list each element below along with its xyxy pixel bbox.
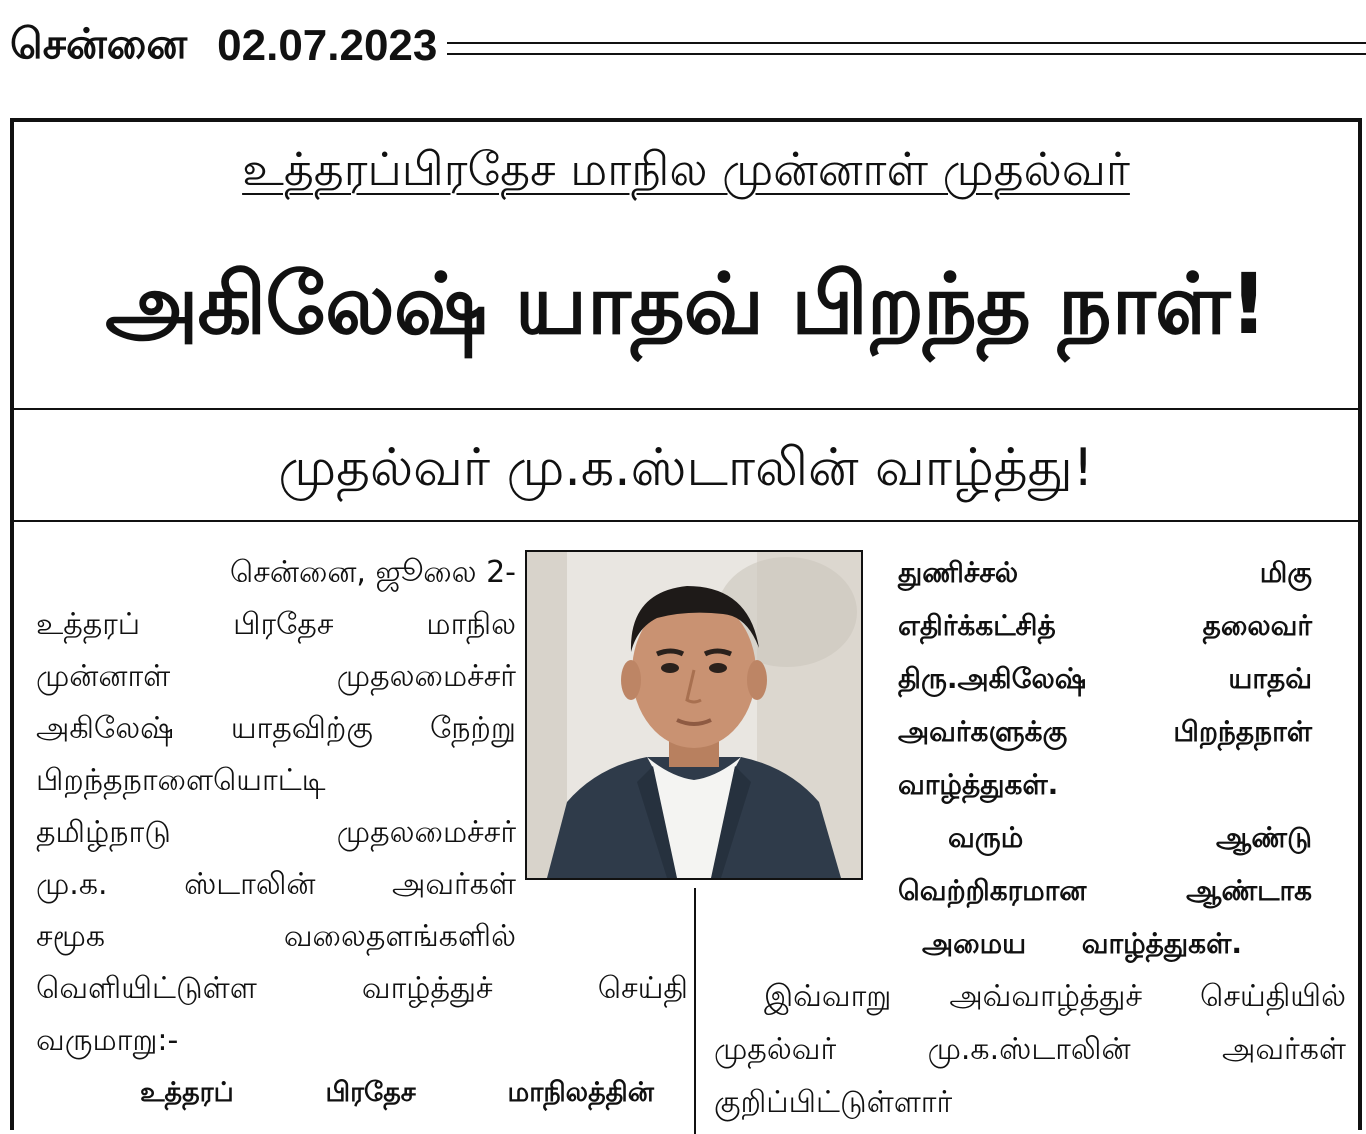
- dateline: [10, 14, 1366, 78]
- right-line: துணிச்சல் மிகு: [898, 556, 1312, 589]
- left-wide-line: வெளியிட்டுள்ள வாழ்த்துச் செய்தி: [36, 971, 688, 1006]
- left-line: மு.க. ஸ்டாலின் அவர்கள்: [36, 867, 516, 902]
- right-wide-line: இவ்வாறு அவ்வாழ்த்துச் செய்தியில்: [764, 979, 1346, 1014]
- right-wide-line: முதல்வர் மு.க.ஸ்டாலின் அவர்கள்: [714, 1032, 1346, 1067]
- left-wide-line: உத்தரப் பிரதேச மாநிலத்தின்: [140, 1077, 654, 1108]
- divider-under-subhead: [14, 520, 1358, 522]
- column-divider: [694, 888, 696, 1134]
- divider-under-headline: [14, 408, 1358, 410]
- left-wide-line: வருமாறு:-: [36, 1023, 179, 1058]
- dateline-city: சென்னை: [10, 18, 188, 68]
- portrait-photo: [525, 550, 863, 880]
- dateline-date: 02.07.2023: [217, 21, 438, 70]
- right-line: வரும் ஆண்டு: [948, 821, 1312, 854]
- right-line: வாழ்த்துகள்.: [898, 768, 1059, 801]
- left-line: சமூக வலைதளங்களில்: [36, 919, 516, 954]
- right-line: அவர்களுக்கு பிறந்தநாள்: [898, 715, 1312, 748]
- left-line: சென்னை, ஜூலை 2-: [229, 555, 516, 590]
- headline-kicker: [14, 142, 1358, 203]
- portrait-image: [527, 552, 861, 878]
- left-line: பிறந்தநாளையொட்டி: [36, 763, 326, 798]
- left-line: முன்னாள் முதலமைச்சர்: [36, 659, 516, 694]
- headline-sub: முதல்வர் மு.க.ஸ்டாலின் வாழ்த்து!: [278, 438, 1094, 498]
- right-wide-line: குறிப்பிட்டுள்ளார்: [714, 1085, 953, 1120]
- article-frame: [10, 118, 1362, 1130]
- left-column: [36, 547, 516, 963]
- headline-kicker-text: உத்தரப்பிரதேச மாநில முன்னாள் முதல்வர்: [242, 142, 1130, 196]
- right-line: எதிர்க்கட்சித் தலைவர்: [898, 609, 1312, 642]
- right-line: அமைய வாழ்த்துகள்.: [922, 927, 1242, 960]
- right-column: [898, 546, 1312, 970]
- left-wide-text: [36, 963, 688, 1119]
- right-wide-text: [714, 970, 1346, 1129]
- headline-main: அகிலேஷ் யாதவ் பிறந்த நாள்!: [105, 255, 1267, 353]
- left-line: அகிலேஷ் யாதவிற்கு நேற்று: [36, 711, 516, 746]
- right-line: வெற்றிகரமான ஆண்டாக: [898, 874, 1312, 907]
- dateline-rule: [447, 42, 1366, 55]
- right-line: திரு.அகிலேஷ் யாதவ்: [898, 662, 1312, 695]
- left-line: உத்தரப் பிரதேச மாநில: [36, 607, 516, 642]
- left-line: தமிழ்நாடு முதலமைச்சர்: [36, 815, 516, 850]
